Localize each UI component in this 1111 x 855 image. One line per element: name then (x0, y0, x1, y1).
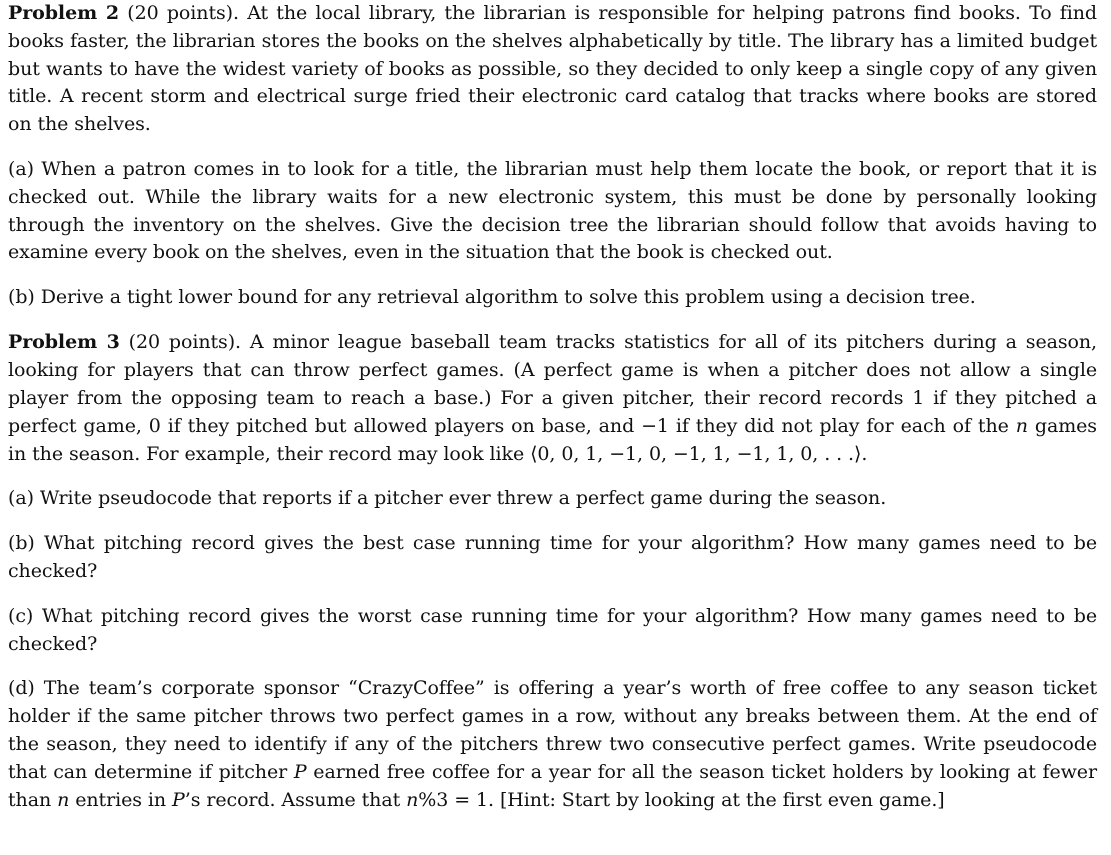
problem-3-body-part-1: A minor league baseball team tracks statistics for all of its pitchers during a season, looking for players that can throw perfect games. (A perfect game is when a pitcher does not allow a single player from the opposing team to reach a base.) For a given pitcher, their record records 1 if they pitched a perfect game, 0 if they pitched but allowed players on base, and −1 if they did not play for each of the (8, 331, 1097, 437)
problem-2-intro (8, 0, 1097, 139)
problem-3-part-b: (b) What pitching record gives the best case running time for your algorithm? How many games need to be checked? (8, 532, 1097, 583)
problem-3-part-d-text-4: ’s record. Assume that (184, 788, 401, 811)
problem-3-points: (20 points). (128, 331, 242, 354)
problem-2-part-b: (b) Derive a tight lower bound for any retrieval algorithm to solve this problem using a decision tree. (8, 286, 976, 309)
problem-3-body-part-2: games in the season. For example, their record may look like ⟨0, 0, 1, −1, 0, −1, 1, −1, 1, 0, . . .⟩. (8, 414, 1097, 465)
problem-3-part-d-text-5: %3 = 1. [Hint: Start by looking at the first even game.] (418, 788, 945, 811)
problem-2-title: Problem 2 (8, 2, 120, 24)
problem-3-part-d-text-3: entries in (75, 788, 167, 811)
problem-3-part-d-text-2: earned free coffee for a year for all the season ticket holders by looking at fewer than (8, 760, 1097, 811)
problem-3-part-a: (a) Write pseudocode that reports if a pitcher ever threw a perfect game during the season. (8, 487, 887, 510)
problem-3-part-c: (c) What pitching record gives the worst case running time for your algorithm? How many games need to be checked? (8, 604, 1097, 655)
problem-3-title: Problem 3 (8, 331, 120, 354)
math-variable-n: n (1015, 414, 1028, 437)
problem-3-intro (8, 329, 1097, 468)
math-variable-p: P (172, 788, 185, 811)
problem-2-points: (20 points). (127, 2, 239, 24)
problem-2-part-a: (a) When a patron comes in to look for a title, the librarian must help them locate the book, or report that it is checked out. While the library waits for a new electronic system, this must be done by personally looking through the inventory on the shelves. Give the decision tree the librarian should follow that avoids having to examine every book on the shelves, even in the situation that the book is checked out. (8, 157, 1097, 264)
problem-3-part-d-text-1: (d) The team’s corporate sponsor “CrazyCoffee” is offering a year’s worth of free coffee to any season ticket holder if the same pitcher throws two perfect games in a row, without any breaks between them. At the end of the season, they need to identify if any of the pitchers threw two consecutive perfect games. Write pseudocode that can determine if pitcher (8, 677, 1097, 783)
problem-3-part-d (8, 675, 1097, 814)
problem-2-body: At the local library, the librarian is responsible for helping patrons find books. To find books faster, the librarian stores the books on the shelves alphabetically by title. The library has a limited budget but wants to have the widest variety of books as possible, so they decided to only keep a single copy of any given title. A recent storm and electrical surge fried their electronic card catalog that tracks where books are stored on the shelves. (8, 2, 1097, 136)
math-variable-p: P (293, 760, 307, 783)
math-variable-n: n (57, 788, 70, 811)
math-variable-n: n (406, 788, 419, 811)
